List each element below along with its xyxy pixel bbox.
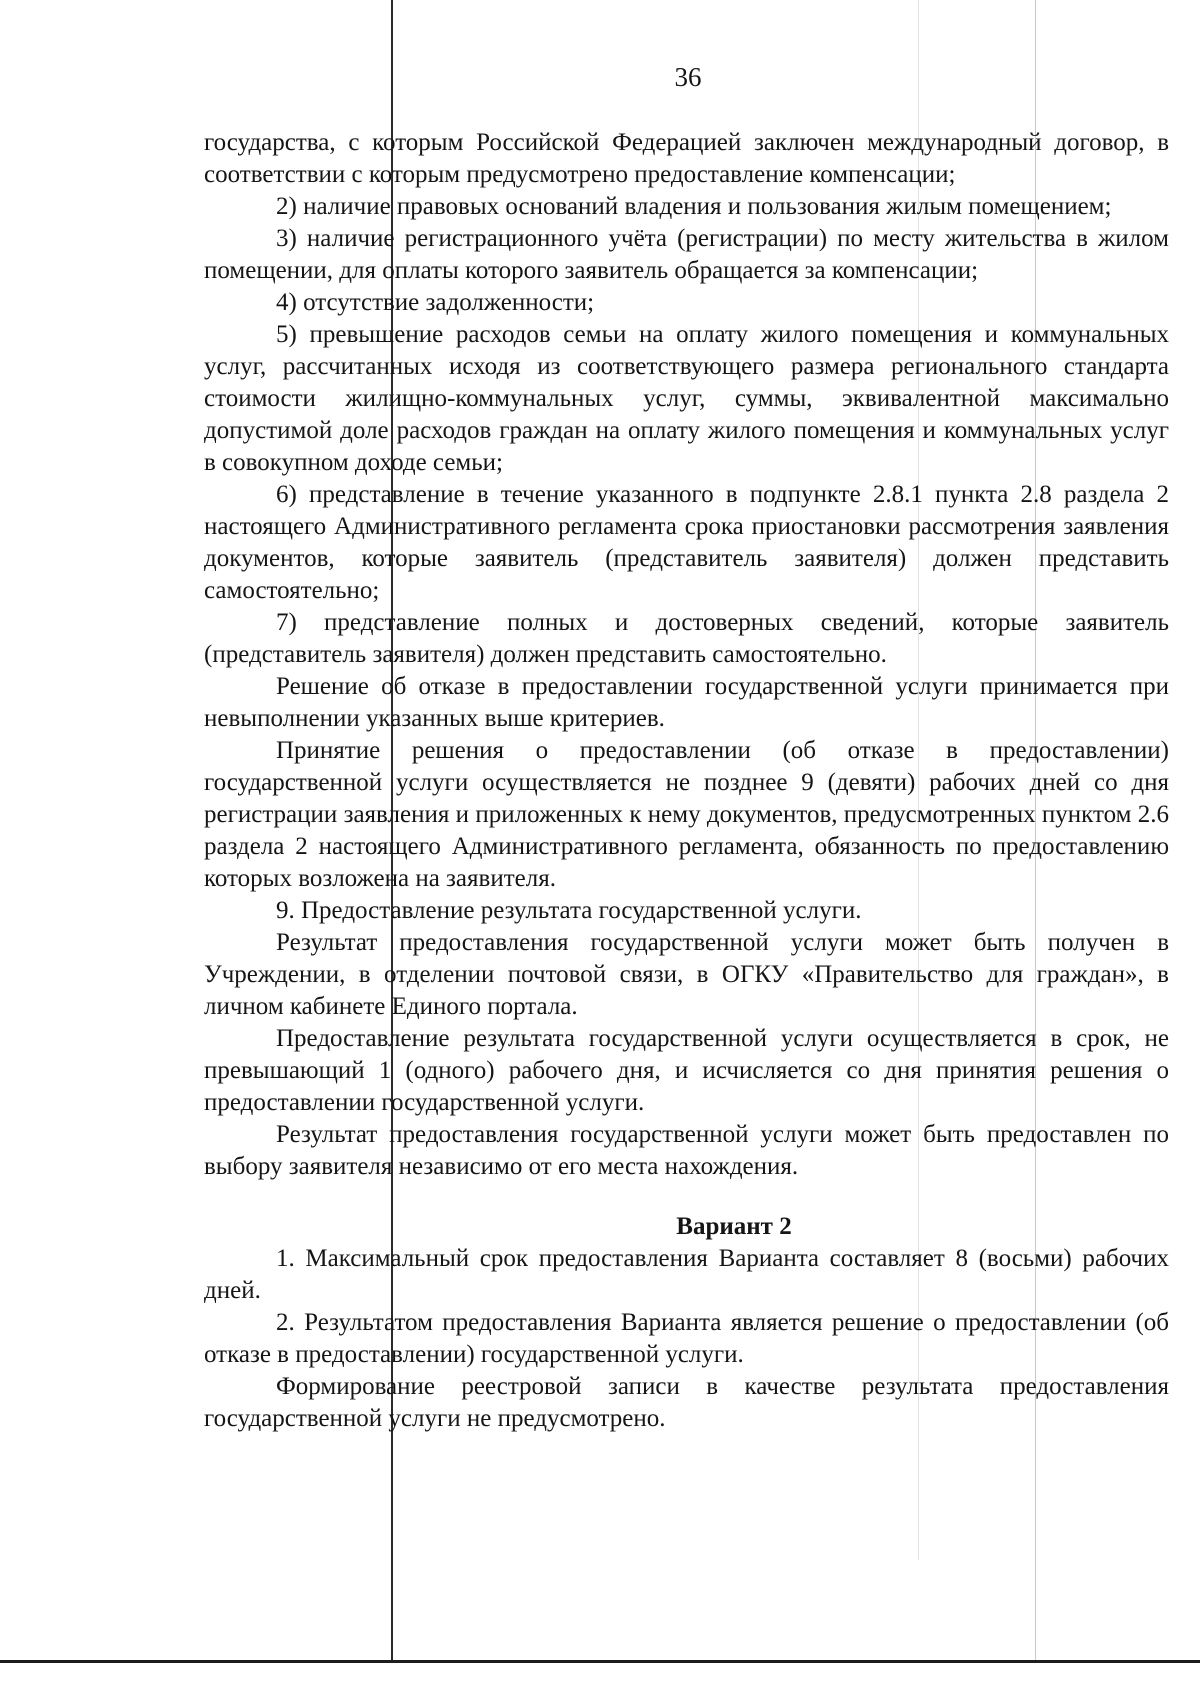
paragraph: 5) превышение расходов семьи на оплату жилого помещения и коммунальных услуг, рассчитанных исходя из соответствующего размера регионального стандарта стоимости жилищно-коммунальных услуг, суммы, эквивалентной максимально допустимой доле расходов граждан на оплату жилого помещения и коммунальных услуг в совокупном доходе семьи; — [204, 321, 1169, 476]
paragraph: Формирование реестровой записи в качестве результата предоставления государственной услуги не предусмотрено. — [204, 1373, 1169, 1432]
paragraph: Предоставление результата государственной услуги осуществляется в срок, не превышающий 1 (одного) рабочего дня, и исчисляется со дня принятия решения о предоставлении государственной услуги. — [204, 1025, 1169, 1116]
document-body — [204, 127, 1169, 1435]
paragraph: Результат предоставления государственной услуги может быть получен в Учреждении, в отделении почтовой связи, в ОГКУ «Правительство для граждан», в личном кабинете Единого портала. — [204, 929, 1169, 1020]
page-bottom-edge — [0, 1660, 1200, 1663]
text-section-variant-2 — [204, 1243, 1169, 1435]
page-number: 36 — [674, 62, 702, 92]
paragraph: Решение об отказе в предоставлении государственной услуги принимается при невыполнении указанных выше критериев. — [204, 673, 1169, 732]
paragraph: Принятие решения о предоставлении (об отказе в предоставлении) государственной услуги осуществляется не позднее 9 (девяти) рабочих дней со дня регистрации заявления и приложенных к нему документов, предусмотренных пунктом 2.6 раздела 2 настоящего Административного регламента, обязанность по предоставлению которых возложена на заявителя. — [204, 737, 1169, 892]
paragraph: 6) представление в течение указанного в подпункте 2.8.1 пункта 2.8 раздела 2 настоящего Административного регламента срока приостановки рассмотрения заявления документов, которые заявитель (представитель заявителя) должен представить самостоятельно; — [204, 481, 1169, 604]
paragraph: Результат предоставления государственной услуги может быть предоставлен по выбору заявителя независимо от его места нахождения. — [204, 1121, 1169, 1180]
text-section-main — [204, 127, 1169, 1183]
paragraph: 7) представление полных и достоверных сведений, которые заявитель (представитель заявителя) должен представить самостоятельно. — [204, 609, 1169, 668]
paragraph: 2) наличие правовых оснований владения и пользования жилым помещением; — [276, 193, 1112, 220]
paragraph: 3) наличие регистрационного учёта (регистрации) по месту жительства в жилом помещении, для оплаты которого заявитель обращается за компенсации; — [204, 225, 1169, 284]
paragraph: 9. Предоставление результата государственной услуги. — [276, 897, 862, 924]
paragraph: государства, с которым Российской Федерацией заключен международный договор, в соответствии с которым предусмотрено предоставление компенсации; — [204, 129, 1169, 188]
paragraph: 1. Максимальный срок предоставления Варианта составляет 8 (восьми) рабочих дней. — [204, 1245, 1169, 1304]
paragraph: 4) отсутствие задолженности; — [276, 289, 595, 316]
section-heading: Вариант 2 — [676, 1213, 792, 1240]
paragraph: 2. Результатом предоставления Варианта является решение о предоставлении (об отказе в предоставлении) государственной услуги. — [204, 1309, 1169, 1368]
